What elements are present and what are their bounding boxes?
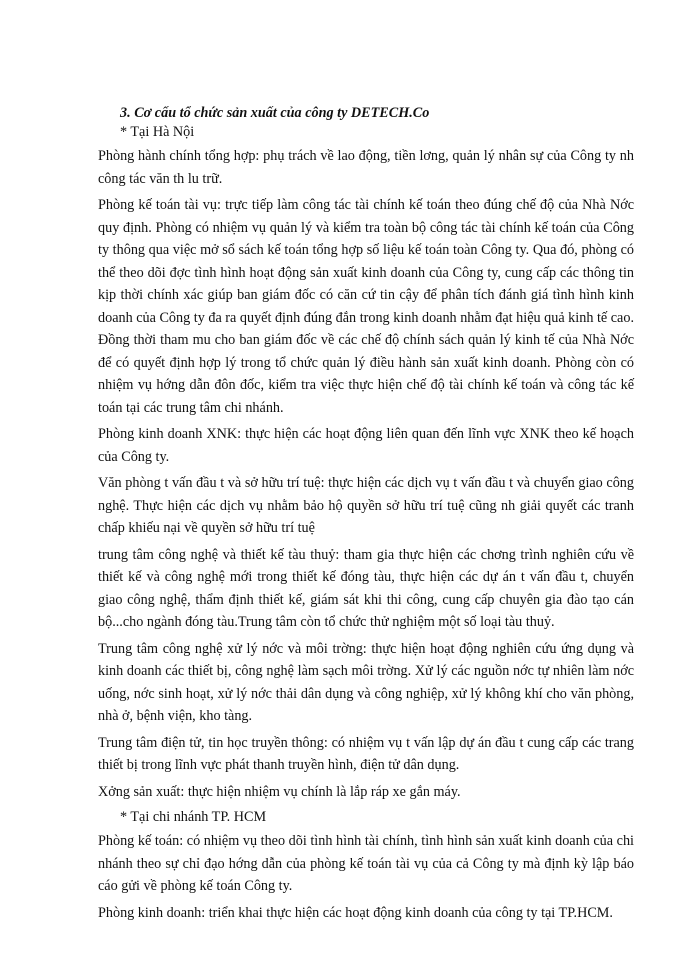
- paragraph-xnk-dept: Phòng kinh doanh XNK: thực hiện các hoạt động liên quan đến lĩnh vực XNK theo kế hoạch của Công ty.: [98, 426, 634, 465]
- paragraph-workshop: Xởng sản xuất: thực hiện nhiệm vụ chính là lắp ráp xe gắn máy.: [98, 783, 461, 800]
- paragraph-ship-design-center: trung tâm công nghệ và thiết kế tàu thuỷ: tham gia thực hiện các chơng trình nghiên cứu về thiết kế và công nghệ mới trong thiết kế đóng tàu, thực hiện các dự án t vấn đầu t, chuyển giao công nghệ, thẩm định thiết kế, giám sát khi thi công, cung cấp chuyên gia đào tạo cán bộ...cho ngành đóng tàu.Trung tâm còn tổ chức thử nghiệm một số loại tàu thuỷ.: [98, 546, 634, 630]
- subsection-hanoi: * Tại Hà Nội: [120, 124, 195, 140]
- paragraph-admin-dept: Phòng hành chính tổng hợp: phụ trách về lao động, tiền lơng, quản lý nhân sự của Công ty nh công tác văn th lu trữ.: [98, 148, 634, 187]
- section-heading: 3. Cơ cấu tổ chức sản xuất của công ty DETECH.Co: [120, 105, 430, 121]
- paragraph-hcm-business: Phòng kinh doanh: triển khai thực hiện các hoạt động kinh doanh của công ty tại TP.HCM.: [98, 904, 613, 921]
- paragraph-hcm-accounting: Phòng kế toán: có nhiệm vụ theo dõi tình hình tài chính, tình hình sản xuất kinh doanh của chi nhánh theo sự chỉ đạo hớng dẫn của phòng kế toán tài vụ của cả Công ty mà định kỳ lập báo cáo gửi về phòng kế toán Công ty.: [98, 833, 634, 894]
- paragraph-accounting-dept: Phòng kế toán tài vụ: trực tiếp làm công tác tài chính kế toán theo đúng chế độ của Nhà Nớc quy định. Phòng có nhiệm vụ quản lý và kiểm tra toàn bộ công tác tài chính kế toán của Công ty thông qua việc mở sổ sách kế toán tổng hợp số liệu kế toán toàn Công ty. Qua đó, phòng có thể theo dõi đợc tình hình hoạt động sản xuất kinh doanh của Công ty, cung cấp các thông tin kịp thời chính xác giúp ban giám đốc có căn cứ tin cậy để phân tích đánh giá tình hình kinh doanh của Công ty đa ra quyết định đúng đắn trong kinh doanh nhằm đạt hiệu quả kinh tế cao. Đồng thời tham mu cho ban giám đốc về các chế độ chính sách quản lý kinh tế của Nhà Nớc để có quyết định hợp lý trong tổ chức quản lý điều hành sản xuất kinh doanh. Phòng còn có nhiệm vụ hớng dẫn đôn đốc, kiểm tra việc thực hiện chế độ tài chính kế toán và công tác kế toán tại các trung tâm chi nhánh.: [98, 197, 634, 416]
- paragraph-consulting-office: Văn phòng t vấn đầu t và sở hữu trí tuệ: thực hiện các dịch vụ t vấn đầu t và chuyển giao công nghệ. Thực hiện các dịch vụ nhằm bảo hộ quyền sở hữu trí tuệ cũng nh giải quyết các tranh chấp khiếu nại về quyền sở hữu trí tuệ: [98, 475, 634, 536]
- paragraph-electronics-center: Trung tâm điện tử, tin học truyền thông: có nhiệm vụ t vấn lập dự án đầu t cung cấp các trang thiết bị trong lĩnh vực phát thanh truyền hình, điện tử dân dụng.: [98, 734, 634, 773]
- subsection-hcm: * Tại chi nhánh TP. HCM: [120, 809, 267, 825]
- paragraph-water-treatment-center: Trung tâm công nghệ xử lý nớc và môi trờng: thực hiện hoạt động nghiên cứu ứng dụng và kinh doanh các thiết bị, công nghệ làm sạch môi trờng. Xử lý các nguồn nớc tự nhiên làm nớc uống, nớc sinh hoạt, xử lý nớc thải dân dụng và công nghiệp, xử lý không khí cho văn phòng, nhà ở, bệnh viện, kho tàng.: [98, 640, 634, 724]
